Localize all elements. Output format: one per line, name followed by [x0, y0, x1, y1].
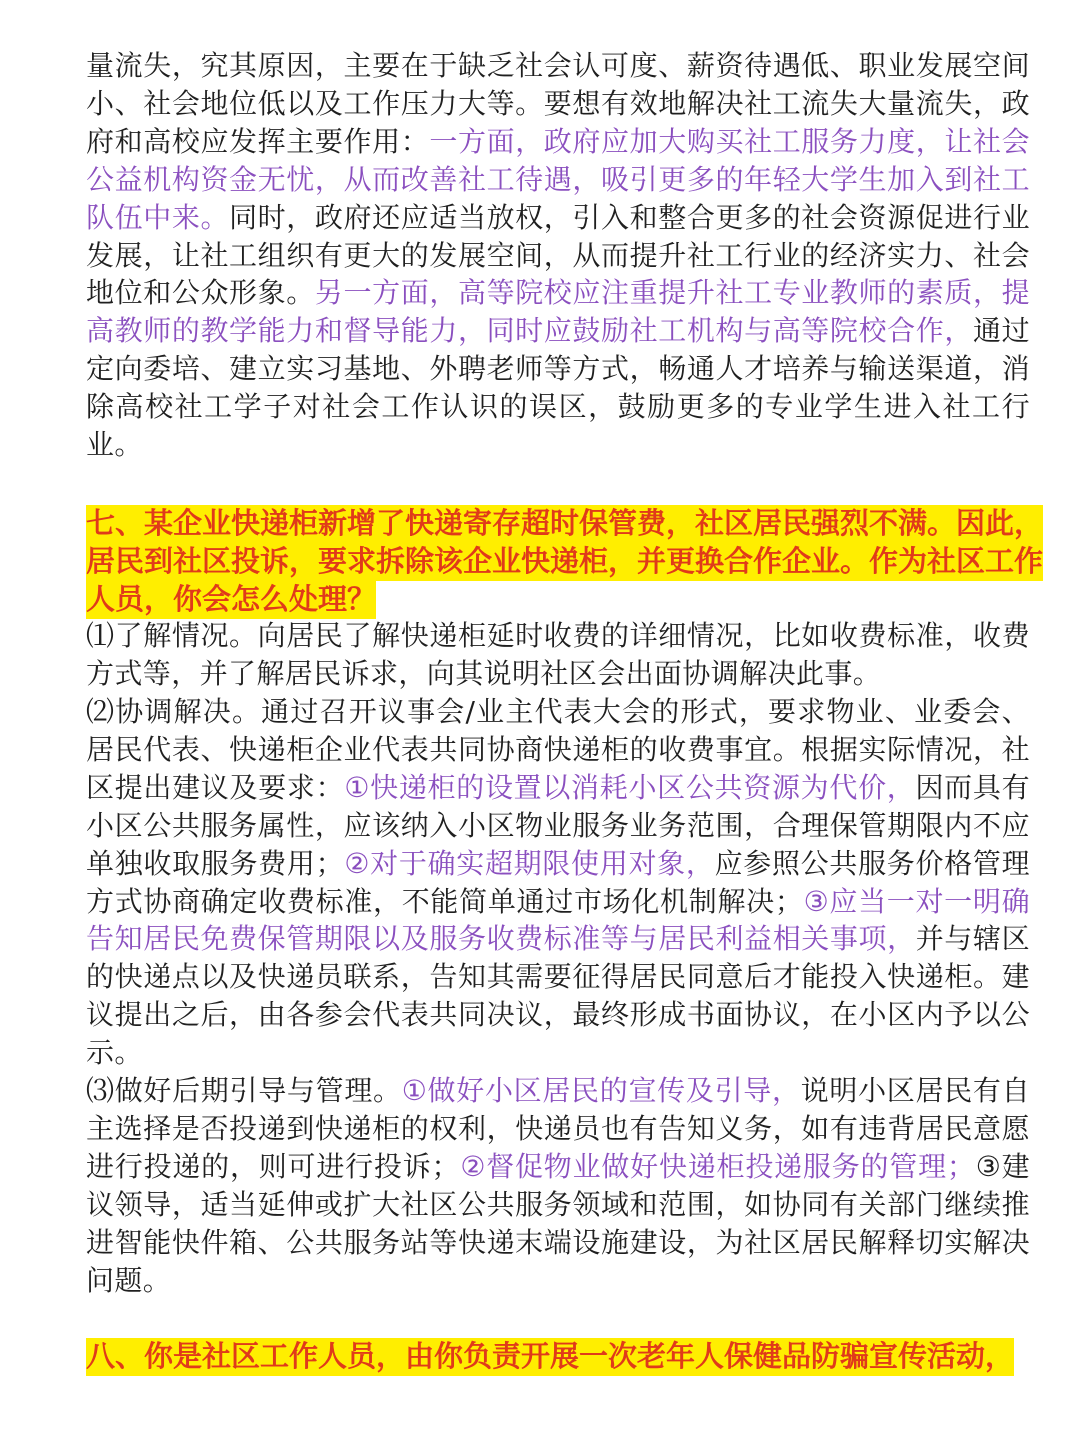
step-3-text-1: ⑶做好后期引导与管理。 [86, 1074, 402, 1107]
step-3-text-2: 说明小区居民有自主选择是否投递到快递柜的权利，快递员也有告知义务，如有违背居民意愿进行投递的，则可进行投诉； [86, 1074, 1031, 1183]
step-2-text-2: 因而具有小区公共服务属性，应该纳入小区物业服务业务范围，合理保管期限内不应单独收取服务费用； [86, 770, 1030, 880]
question-8-heading [86, 1337, 1046, 1375]
question-7-heading-text: 七、某企业快递柜新增了快递寄存超时保管费，社区居民强烈不满。因此，居民到社区投诉，要求拆除该企业快递柜，并更换合作企业。作为社区工作人员，你会怎么处理？ [86, 505, 1043, 619]
step-2-emphasis-3: ③应当一对一明确告知居民免费保管期限以及服务收费标准等与居民利益相关事项， [86, 884, 1030, 956]
step-2-text-1: ⑵协调解决。通过召开议事会/业主代表大会的形式，要求物业、业委会、居民代表、快递柜企业代表共同协商快递柜的收费事宜。根据实际情况，社区提出建议及要求： [86, 695, 1030, 804]
intro-text-2: 同时，政府还应适当放权，引入和整合更多的社会资源促进行业发展，让社工组织有更大的发展空间，从而提升社工行业的经济实力、社会地位和公众形象。 [86, 200, 1030, 310]
answer-7-step-2 [86, 693, 1030, 1072]
step-2-emphasis-1: ①快递柜的设置以消耗小区公共资源为代价， [344, 770, 916, 804]
intro-paragraph [86, 47, 1030, 464]
intro-emphasis-government: 一方面，政府应加大购买社工服务力度，让社会公益机构资金无忧，从而改善社工待遇，吸引更多的年轻大学生加入到社工队伍中来。 [86, 124, 1031, 234]
step-1-text: ⑴了解情况。向居民了解快递柜延时收费的详细情况，比如收费标准，收费方式等，并了解居民诉求，向其说明社区会出面协调解决此事。 [86, 619, 1030, 690]
step-3-emphasis-1: ①做好小区居民的宣传及引导， [401, 1074, 801, 1107]
question-8-heading-text: 八、你是社区工作人员，由你负责开展一次老年人保健品防骗宣传活动， [86, 1338, 1014, 1376]
question-7-heading [86, 504, 1046, 618]
step-2-text-4: 并与辖区的快递点以及快递员联系，告知其需要征得居民同意后才能投入快递柜。建议提出之后，由各参会代表共同决议，最终形成书面协议，在小区内予以公示。 [86, 922, 1030, 1070]
answer-7-step-3 [86, 1072, 1030, 1299]
intro-emphasis-universities: 另一方面，高等院校应注重提升社工专业教师的素质，提高教师的教学能力和督导能力，同时应鼓励社工机构与高等院校合作， [86, 276, 1030, 348]
step-2-emphasis-2: ②对于确实超期限使用对象， [344, 846, 715, 880]
intro-text-3: 通过定向委培、建立实习基地、外聘老师等方式，畅通人才培养与输送渠道，消除高校社工学子对社会工作认识的误区，鼓励更多的专业学生进入社工行业。 [86, 314, 1030, 462]
step-3-text-3: ③建议领导，适当延伸或扩大社区公共服务领域和范围，如协同有关部门继续推进智能快件箱、公共服务站等快递末端设施建设，为社区居民解释切实解决问题。 [86, 1149, 1031, 1297]
answer-7-step-1 [86, 617, 1030, 693]
step-3-emphasis-2: ②督促物业做好快递柜投递服务的管理； [459, 1149, 976, 1183]
step-2-text-3: 应参照公共服务价格管理方式协商确定收费标准，不能简单通过市场化机制解决； [86, 846, 1031, 918]
intro-text-1: 量流失，究其原因，主要在于缺乏社会认可度、薪资待遇低、职业发展空间小、社会地位低以及工作压力大等。要想有效地解决社工流失大量流失，政府和高校应发挥主要作用： [86, 49, 1030, 158]
